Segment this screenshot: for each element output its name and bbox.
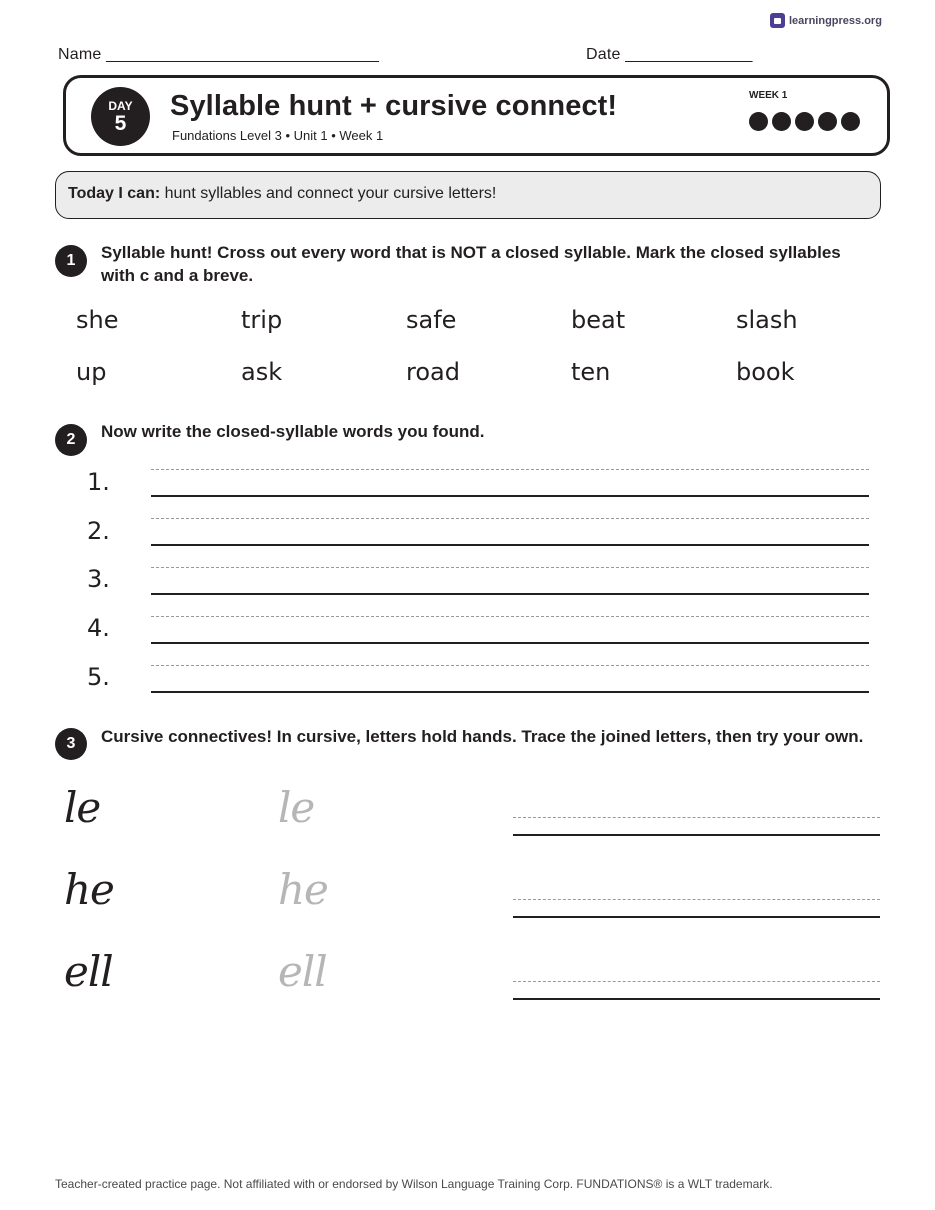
word-item[interactable]: road (406, 358, 460, 386)
word-item[interactable]: up (76, 358, 107, 386)
writing-line[interactable] (151, 567, 869, 595)
cursive-trace[interactable]: ell (278, 947, 327, 996)
learning-goal-box (55, 171, 881, 219)
question-3-prompt: Cursive connectives! In cursive, letters hold hands. Trace the joined letters, then try your own. (101, 727, 864, 746)
word-item[interactable]: slash (736, 306, 798, 334)
cursive-trace[interactable]: he (278, 865, 328, 914)
name-field: Name ______________________________ (58, 46, 380, 63)
week-dot (841, 112, 860, 131)
word-item[interactable]: trip (241, 306, 283, 334)
brand-logo (770, 13, 882, 28)
line-number: 5. (87, 663, 110, 691)
date-field: Date ______________ (586, 46, 753, 63)
brand-name: learningpress.org (789, 14, 882, 27)
word-item[interactable]: safe (406, 306, 457, 334)
cursive-practice-line[interactable] (513, 817, 880, 836)
word-item[interactable]: she (76, 306, 119, 334)
cursive-practice-line[interactable] (513, 899, 880, 918)
word-item[interactable]: beat (571, 306, 626, 334)
writing-line[interactable] (151, 665, 869, 693)
line-number: 4. (87, 614, 110, 642)
line-number: 3. (87, 565, 110, 593)
page-subtitle: Fundations Level 3 • Unit 1 • Week 1 (172, 128, 384, 143)
writing-line[interactable] (151, 518, 869, 546)
week-dot (818, 112, 837, 131)
footer-disclaimer: Teacher-created practice page. Not affiliated with or endorsed by Wilson Language Training Corp. FUNDATIONS® is a WLT trademark. (55, 1177, 773, 1191)
learning-goal-text: hunt syllables and connect your cursive letters! (160, 185, 497, 202)
week-dot (749, 112, 768, 131)
word-item[interactable]: book (736, 358, 795, 386)
book-icon (770, 13, 785, 28)
page-title: Syllable hunt + cursive connect! (170, 90, 618, 122)
header-box (63, 75, 890, 156)
cursive-practice-line[interactable] (513, 981, 880, 1000)
week-dot (795, 112, 814, 131)
cursive-model: he (64, 865, 114, 914)
week-dot (772, 112, 791, 131)
question-number-badge: 2 (55, 424, 87, 456)
cursive-trace[interactable]: le (278, 783, 315, 832)
learning-goal-label: Today I can: (68, 185, 161, 202)
week-progress-dots (749, 112, 860, 131)
day-label: DAY (108, 99, 133, 113)
question-1-prompt: Syllable hunt! Cross out every word that is NOT a closed syllable. Mark the closed syllables with c and a breve. (101, 243, 841, 285)
question-2-prompt: Now write the closed-syllable words you found. (101, 422, 485, 441)
question-number-badge: 1 (55, 245, 87, 277)
day-number: 5 (114, 112, 127, 135)
writing-line[interactable] (151, 469, 869, 497)
word-item[interactable]: ask (241, 358, 283, 386)
line-number: 1. (87, 468, 110, 496)
cursive-model: le (64, 783, 101, 832)
question-number-badge: 3 (55, 728, 87, 760)
week-label: WEEK 1 (749, 90, 788, 101)
day-badge (91, 87, 150, 146)
cursive-model: ell (64, 947, 113, 996)
word-item[interactable]: ten (571, 358, 611, 386)
writing-line[interactable] (151, 616, 869, 644)
line-number: 2. (87, 517, 110, 545)
